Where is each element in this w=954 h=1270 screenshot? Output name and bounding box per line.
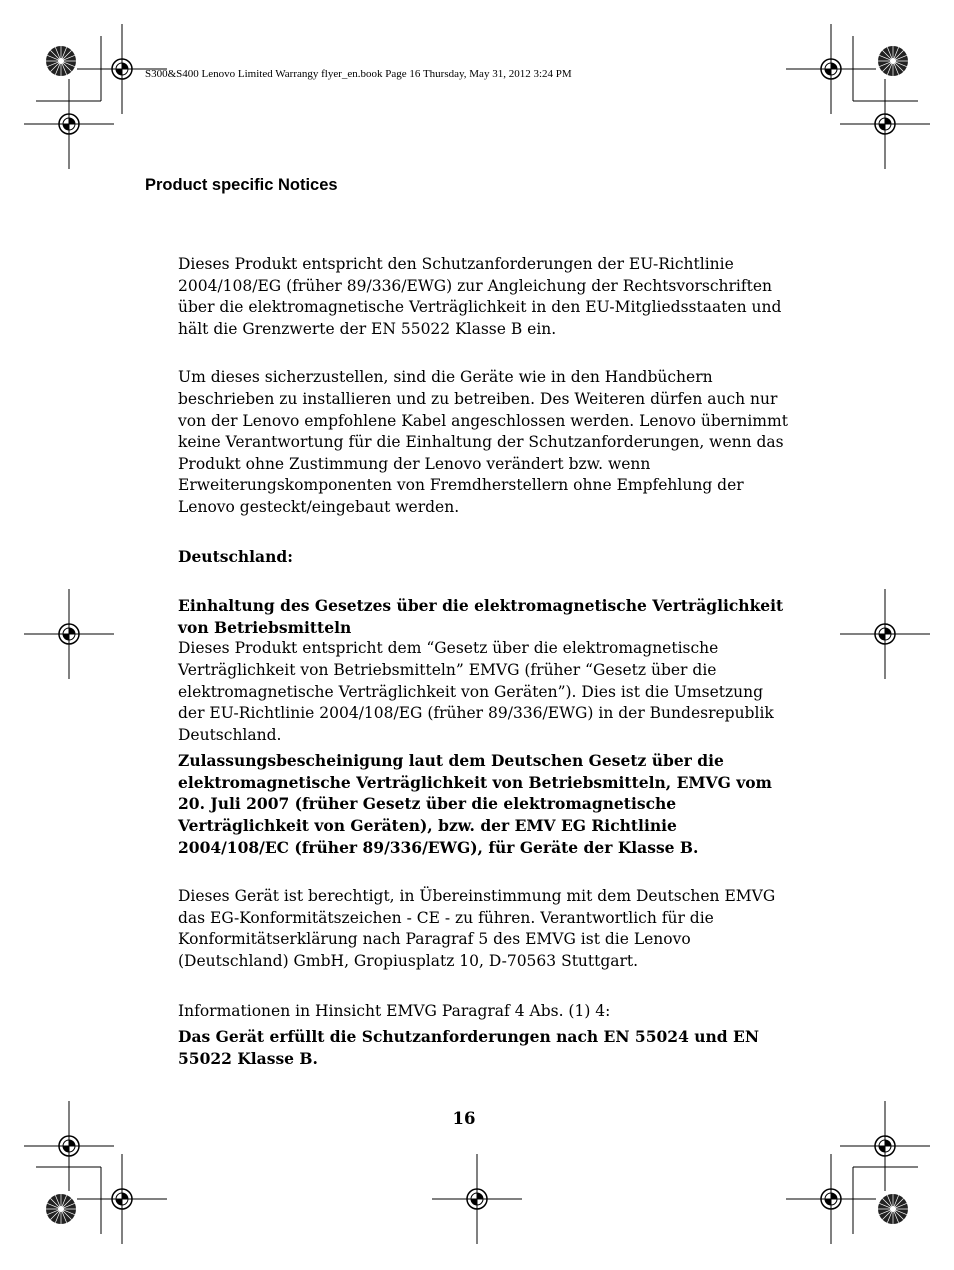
document-body [178, 254, 788, 1069]
heading-deutschland: Deutschland: [178, 546, 293, 566]
paragraph-emvg: Dieses Produkt entspricht dem “Gesetz über die elektromagnetische Verträglichkeit von Betriebsmitteln” EMVG (früher “Gesetz über die elektromagnetische Verträglichkeit von Geräten”). Dies ist die Umsetzung der EU-Richtlinie 2004/108/EG (früher 89/336/EWG) in der Bundesrepublik Deutschland. [178, 639, 774, 744]
paragraph-installation: Um dieses sicherzustellen, sind die Geräte wie in den Handbüchern beschrieben zu installieren und zu betreiben. Des Weiteren dürfen auch nur von der Lenovo empfohlene Kabel angeschlossen werden. Lenovo übernimmt keine Verantwortung für die Einhaltung der Schutzanforderungen, wenn das Produkt ohne Zustimmung der Lenovo verändert bzw. wenn Erweiterungskomponenten von Fremdherstellern ohne Empfehlung der Lenovo gesteckt/eingebaut werden. [178, 368, 788, 516]
page-number: 16 [452, 1109, 476, 1128]
paragraph-compliance: Das Gerät erfüllt die Schutzanforderungen nach EN 55024 und EN 55022 Klasse B. [178, 1027, 760, 1068]
heading-einhaltung: Einhaltung des Gesetzes über die elektromagnetische Verträglichkeit von Betriebsmitteln [178, 596, 784, 637]
print-slug: S300&S400 Lenovo Limited Warrangy flyer_en.book Page 16 Thursday, May 31, 2012 3:24 PM [145, 68, 572, 80]
section-title: Product specific Notices [145, 176, 338, 194]
paragraph-ce-mark: Dieses Gerät ist berechtigt, in Übereinstimmung mit dem Deutschen EMVG das EG-Konformitätszeichen - CE - zu führen. Verantwortlich für die Konformitätserklärung nach Paragraf 5 des EMVG ist die Lenovo (Deutschland) GmbH, Gropiusplatz 10, D-70563 Stuttgart. [178, 887, 776, 971]
paragraph-emvg-info: Informationen in Hinsicht EMVG Paragraf 4 Abs. (1) 4: [178, 1001, 611, 1020]
heading-zulassung: Zulassungsbescheinigung laut dem Deutschen Gesetz über die elektromagnetische Verträglichkeit von Betriebsmitteln, EMVG vom 20. Juli 2007 (früher Gesetz über die elektromagnetische Verträglichkeit von Geräten), bzw. der EMV EG Richtlinie 2004/108/EC (früher 89/336/EWG), für Geräte der Klasse B. [178, 751, 772, 857]
paragraph-eu-directive: Dieses Produkt entspricht den Schutzanforderungen der EU-Richtlinie 2004/108/EG (früher 89/336/EWG) zur Angleichung der Rechtsvorschriften über die elektromagnetische Verträglichkeit in den EU-Mitgliedsstaaten und hält die Grenzwerte der EN 55022 Klasse B ein. [178, 255, 782, 338]
